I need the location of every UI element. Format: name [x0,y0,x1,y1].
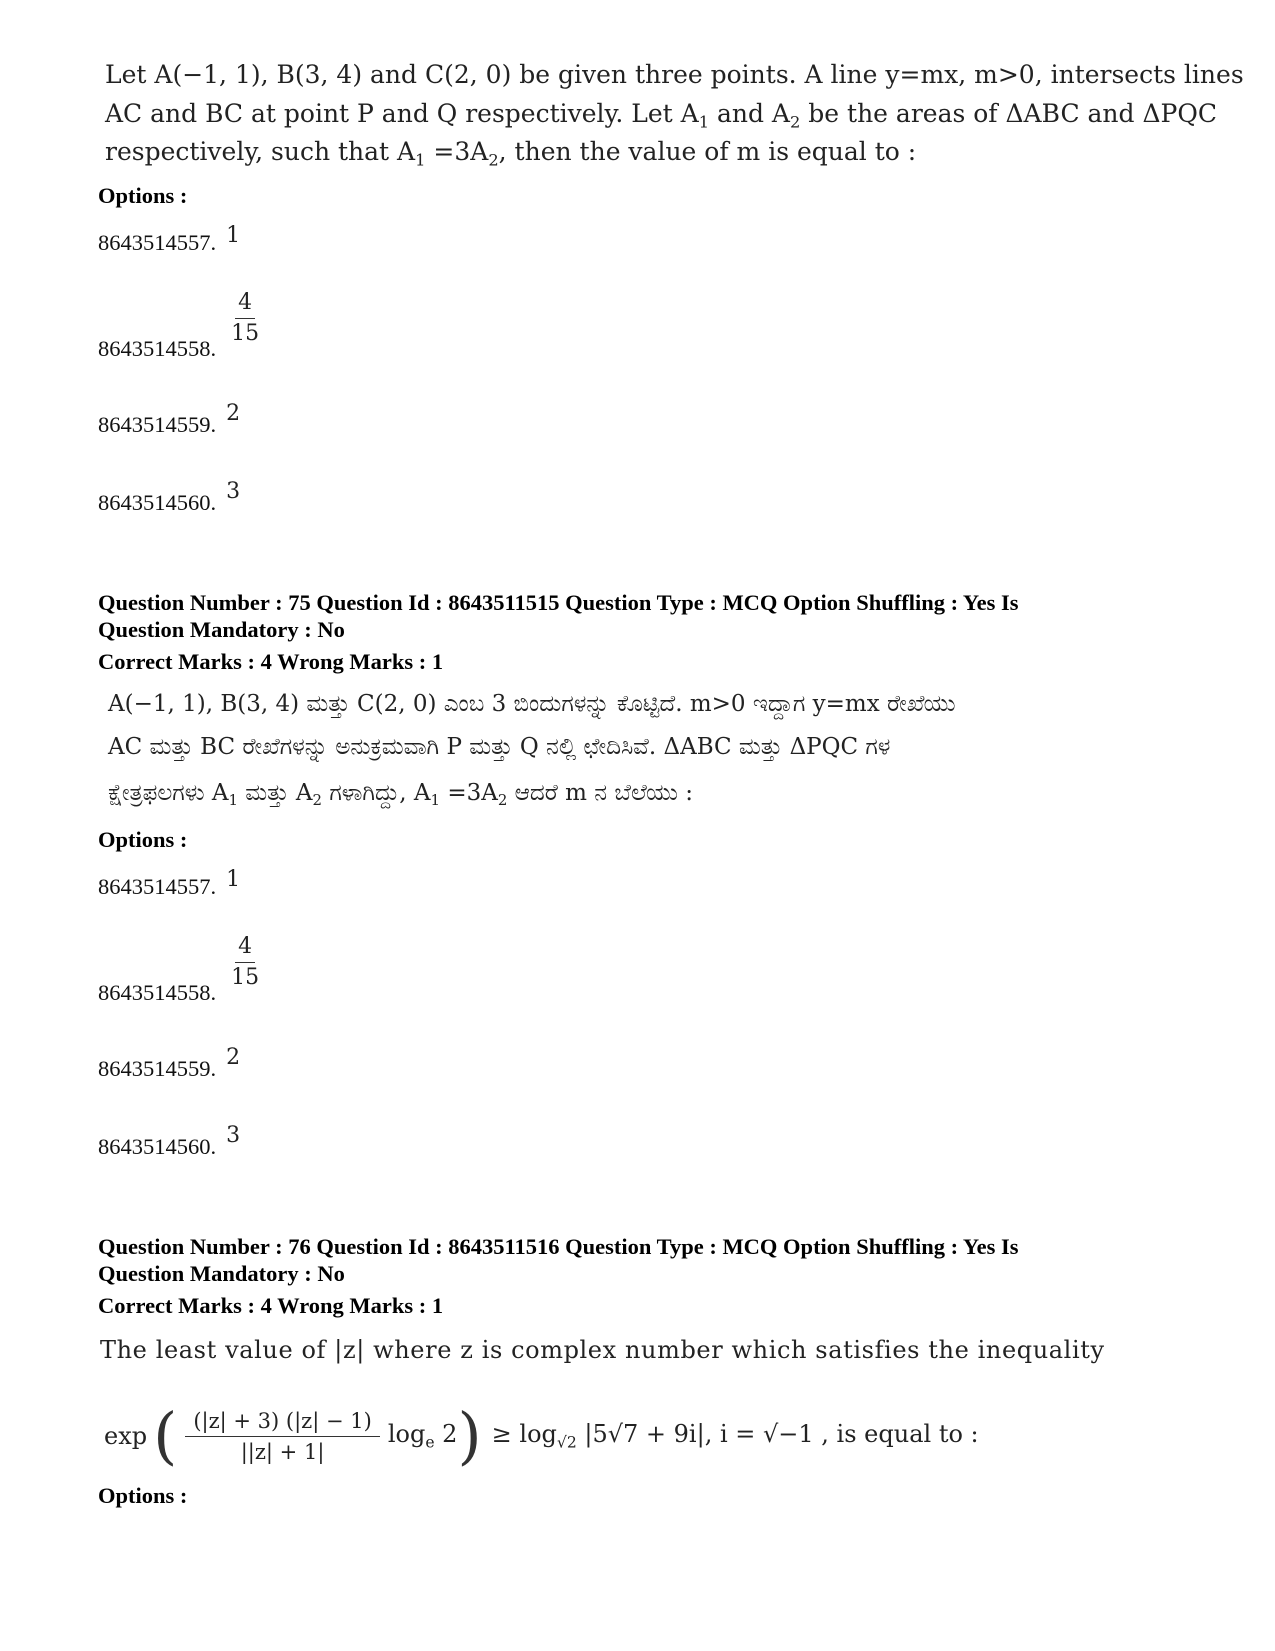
option-id: 8643514558. [98,980,217,1005]
q76-text: The least value of |z| where z is complex number which satisfies the inequality [100,1336,1105,1364]
option-fraction: $\frac{4}{15}$ [231,934,260,990]
option-value: 3 [226,479,241,504]
q75-option-4[interactable] [98,1122,241,1159]
option-value: 1 [226,867,241,892]
q76-meta-line2: Question Mandatory : No [98,1261,345,1286]
option-value: 2 [226,1045,241,1070]
option-id: 8643514560. [98,490,217,515]
q74-option-1[interactable] [98,222,241,255]
option-id: 8643514557. [98,874,217,899]
q75-options-label: Options : [98,827,188,852]
q74-text-line3: respectively, such that $A_1 =3A_2$, then the value of m is equal to : [105,137,917,170]
option-id: 8643514559. [98,412,217,437]
q75-text-line3: ಕ್ಷೇತ್ರಫಲಗಳು $A_1$ ಮತ್ತು $A_2$ ಗಳಾಗಿದ್ದು, $A_1 =3A_2$ ಆದರೆ m ನ ಬೆಲೆಯು : [108,780,694,810]
q75-marks: Correct Marks : 4 Wrong Marks : 1 [98,649,444,674]
q74-text-line1: Let A(−1, 1), B(3, 4) and C(2, 0) be given three points. A line y=mx, m>0, intersects lines [105,60,1244,89]
q75-option-2[interactable] [98,934,262,1005]
q74-options-label: Options : [98,183,188,208]
option-id: 8643514560. [98,1134,217,1159]
q75-option-3[interactable] [98,1044,241,1081]
option-id: 8643514559. [98,1056,217,1081]
right-paren: ) [457,1399,482,1472]
q74-text-line2: AC and BC at point P and Q respectively. Let $A_1$ and $A_2$ be the areas of ΔABC and ΔPQC [105,99,1217,132]
q75-option-1[interactable] [98,866,241,899]
option-id: 8643514557. [98,230,217,255]
q74-option-2[interactable] [98,290,262,361]
q76-meta-line1: Question Number : 76 Question Id : 8643511516 Question Type : MCQ Option Shuffling : Yes Is [98,1234,1019,1259]
option-id: 8643514558. [98,336,217,361]
option-value: 1 [226,223,241,248]
option-value: 2 [226,401,241,426]
q74-option-4[interactable] [98,478,241,515]
left-paren: ( [153,1399,178,1472]
q74-option-3[interactable] [98,400,241,437]
formula-fraction: $\frac{(|z| + 3) (|z| - 1)}{||z| + 1|}$ [185,1408,380,1465]
q75-meta-line1: Question Number : 75 Question Id : 8643511515 Question Type : MCQ Option Shuffling : Yes Is [98,590,1019,615]
option-value: 3 [226,1123,241,1148]
q76-options-label: Options : [98,1483,188,1508]
q75-text-line2: AC ಮತ್ತು BC ರೇಖೆಗಳನ್ನು ಅನುಕ್ರಮವಾಗಿ P ಮತ್ತು Q ನಲ್ಲಿ ಛೇದಿಸಿವೆ. ΔABC ಮತ್ತು ΔPQC ಗಳ [108,734,891,760]
q75-text-line1: A(−1, 1), B(3, 4) ಮತ್ತು C(2, 0) ಎಂಬ 3 ಬಿಂದುಗಳನ್ನು ಕೊಟ್ಟಿದೆ. m>0 ಇದ್ದಾಗ y=mx ರೇಖೆಯು [108,691,956,717]
option-fraction: $\frac{4}{15}$ [231,290,260,346]
q75-meta-line2: Question Mandatory : No [98,617,345,642]
q76-formula: exp ( $\frac{(|z| + 3) (|z| - 1)}{||z| + 1|}$ $\log_e 2$ ) ≥ $\log_{√2} |5√7 + 9i|$, i = √−1 , is equal to : [104,1399,979,1472]
q76-marks: Correct Marks : 4 Wrong Marks : 1 [98,1293,444,1318]
